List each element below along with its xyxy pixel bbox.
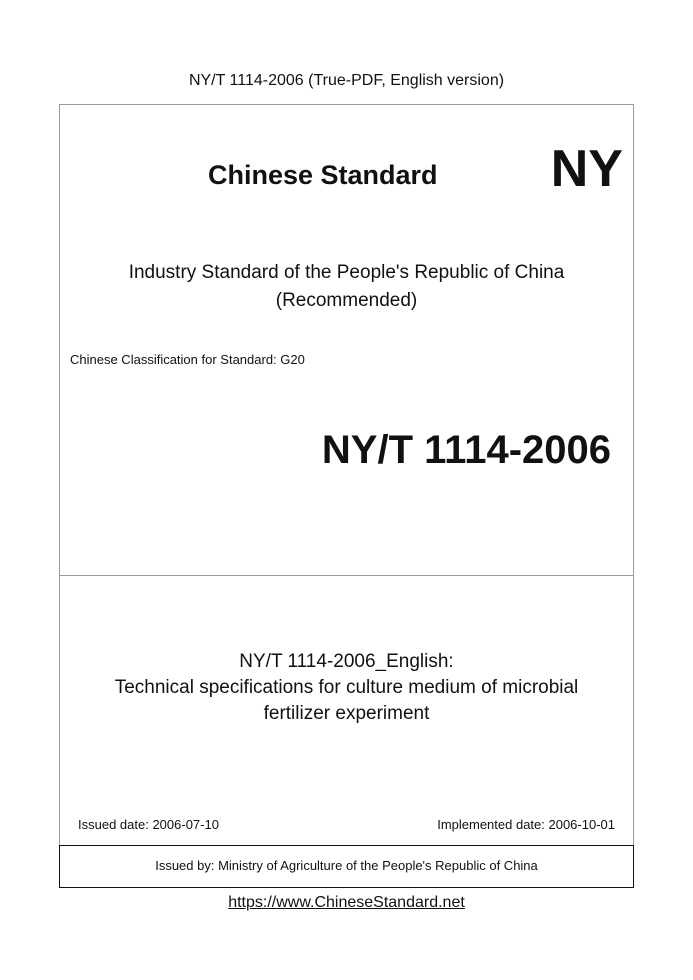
issuer-section: [59, 845, 634, 888]
document-title-line: Technical specifications for culture medium of microbial: [114, 677, 579, 698]
cover-title: Chinese Standard: [208, 160, 438, 190]
standard-code: NY: [550, 140, 623, 198]
implemented-date: Implemented date: 2006-10-01: [437, 817, 615, 832]
page-header: NY/T 1114-2006 (True-PDF, English version): [188, 72, 505, 89]
footer: [0, 893, 693, 913]
document-section: [59, 575, 634, 846]
document-title-line: fertilizer experiment: [263, 703, 430, 724]
industry-statement: [60, 259, 633, 315]
industry-line: Industry Standard of the People's Republic of China: [128, 262, 565, 283]
recommended-line: (Recommended): [275, 290, 418, 311]
classification-label: Chinese Classification for Standard: G20: [70, 352, 305, 367]
website-link[interactable]: https://www.ChineseStandard.net: [228, 894, 465, 911]
standard-number: NY/T 1114-2006: [321, 428, 611, 472]
document-title: [60, 649, 633, 727]
issued-date: Issued date: 2006-07-10: [78, 817, 219, 832]
document-title-line: NY/T 1114-2006_English:: [239, 651, 454, 672]
issuer-statement: Issued by: Ministry of Agriculture of the People's Republic of China: [155, 858, 538, 873]
cover-section: [59, 104, 634, 576]
